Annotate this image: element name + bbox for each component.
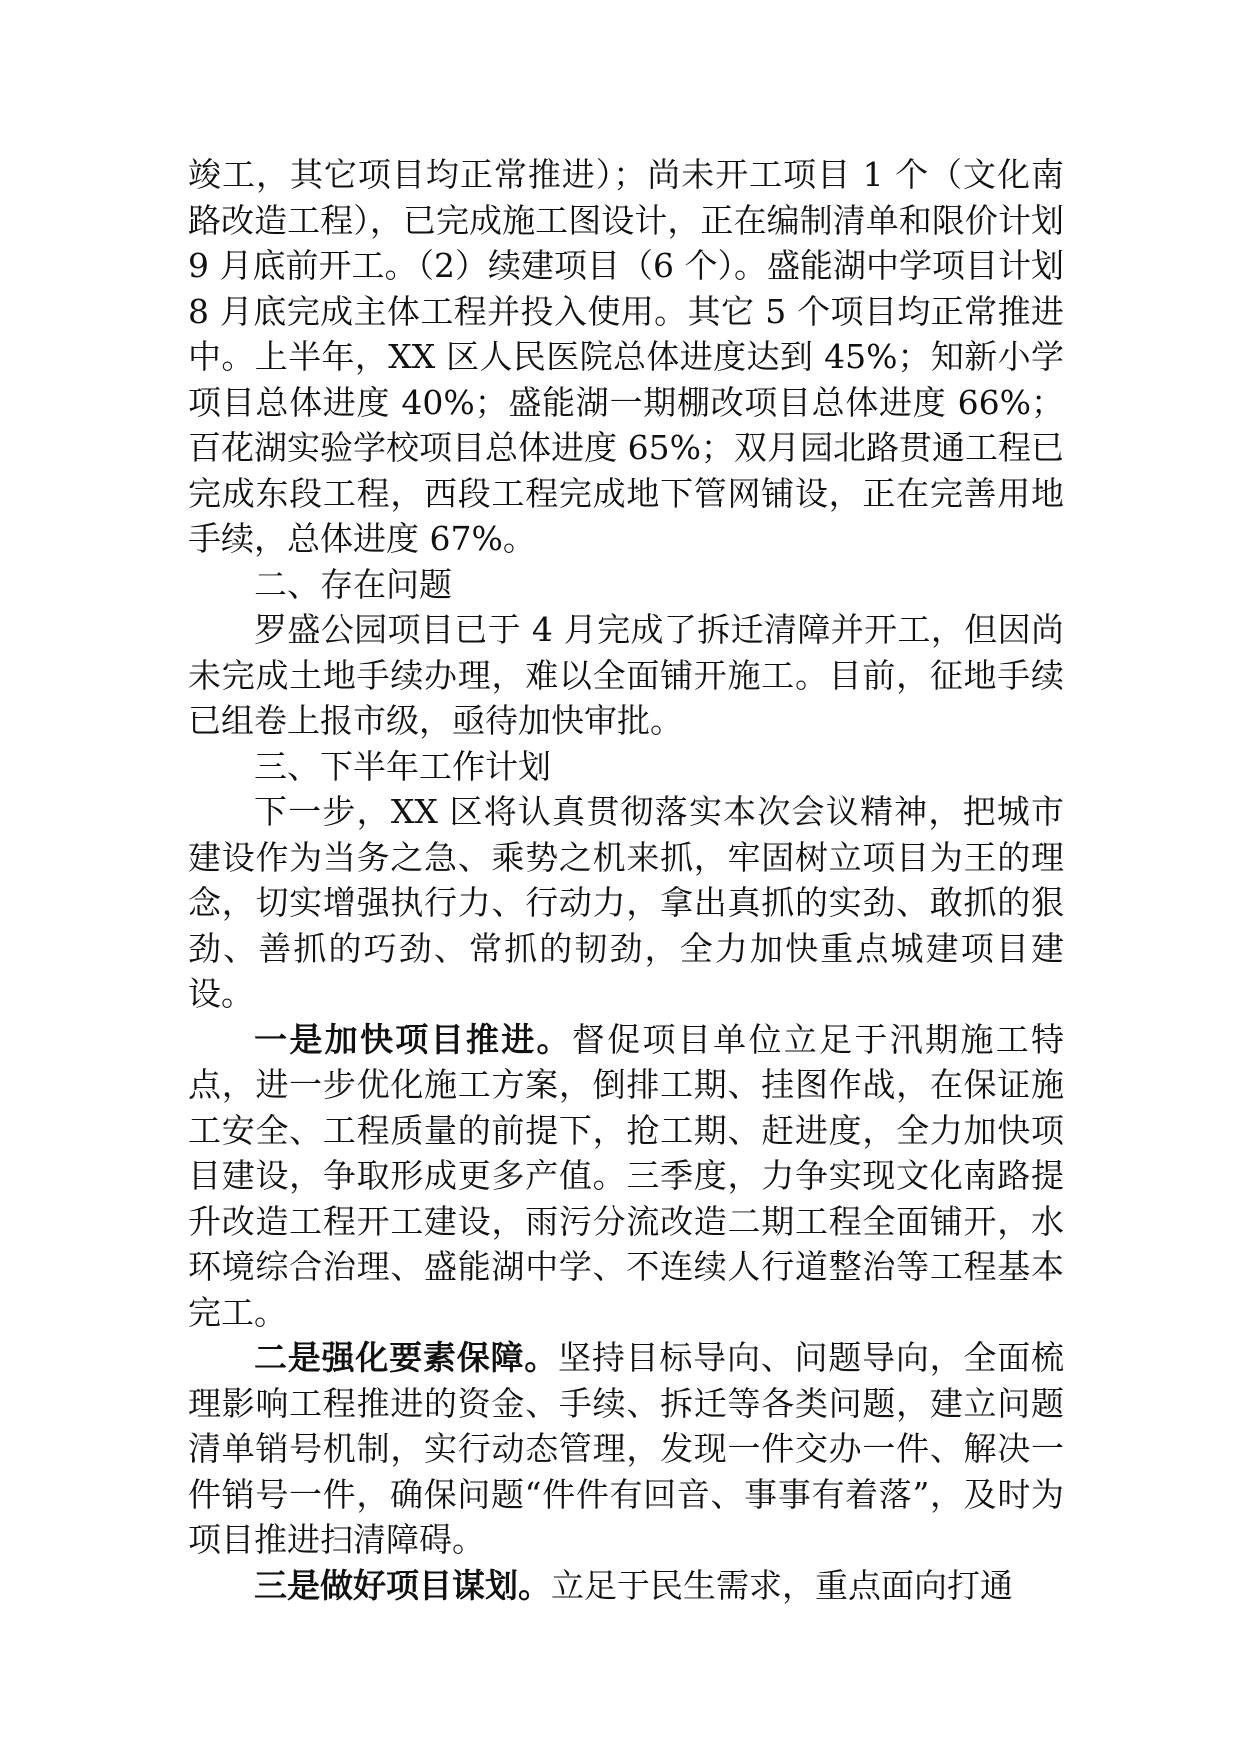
paragraph-next-step: [188, 789, 1064, 1017]
paragraph-problems: [188, 607, 1064, 744]
section-heading-text: 三、下半年工作计划: [254, 746, 551, 786]
document-body: [188, 152, 1064, 1608]
paragraph-text: 竣工，其它项目均正常推进）；尚未开工项目 1 个（文化南路改造工程），已完成施工图设计，正在编制清单和限价计划 9 月底前开工。（2）续建项目（6 个）。盛能湖中学项目计划 8 月底完成主体工程并投入使用。其它 5 个项目均正常推进中。上半年，XX 区人民医院总体进度达到 45%；知新小学项目总体进度 40%；盛能湖一期棚改项目总体进度 66%；百花湖实验学校项目总体进度 65%；双月园北路贯通工程已完成东段工程，西段工程完成地下管网铺设，正在完善用地手续，总体进度 67%。: [188, 155, 1064, 558]
paragraph-project-planning: [188, 1563, 1064, 1609]
paragraph-factor-guarantee: [188, 1335, 1064, 1563]
paragraph-text: 督促项目单位立足于汛期施工特点，进一步优化施工方案，倒排工期、挂图作战，在保证施工安全、工程质量的前提下，抢工期、赶进度，全力加快项目建设，争取形成更多产值。三季度，力争实现文化南路提升改造工程开工建设，雨污分流改造二期工程全面铺开，水环境综合治理、盛能湖中学、不连续人行道整治等工程基本完工。: [188, 1019, 1065, 1332]
paragraph-lead-bold: 二是强化要素保障。: [254, 1338, 559, 1377]
paragraph-lead-bold: 三是做好项目谋划。: [254, 1565, 551, 1605]
paragraph-accelerate-projects: [188, 1017, 1064, 1336]
paragraph-lead-bold: 一是加快项目推进。: [254, 1019, 572, 1059]
paragraph-text: 坚持目标导向、问题导向，全面梳理影响工程推进的资金、手续、拆迁等各类问题，建立问题清单销号机制，实行动态管理，发现一件交办一件、解决一件销号一件，确保问题“件件有回音、事事有着落”，及时为项目推进扫清障碍。: [188, 1338, 1065, 1559]
section-heading-existing-problems: [188, 562, 1064, 608]
paragraph-text: 下一步，XX 区将认真贯彻落实本次会议精神，把城市建设作为当务之急、乘势之机来抓，牢固树立项目为王的理念，切实增强执行力、行动力，拿出真抓的实劲、敢抓的狠劲、善抓的巧劲、常抓的韧劲，全力加快重点城建项目建设。: [188, 792, 1064, 1013]
paragraph-continued-progress: [188, 152, 1064, 562]
section-heading-next-half-plan: [188, 744, 1064, 790]
paragraph-text: 立足于民生需求，重点面向打通: [551, 1565, 1013, 1605]
section-heading-text: 二、存在问题: [254, 564, 452, 604]
paragraph-text: 罗盛公园项目已于 4 月完成了拆迁清障并开工，但因尚未完成土地手续办理，难以全面铺开施工。目前，征地手续已组卷上报市级，亟待加快审批。: [188, 610, 1064, 740]
